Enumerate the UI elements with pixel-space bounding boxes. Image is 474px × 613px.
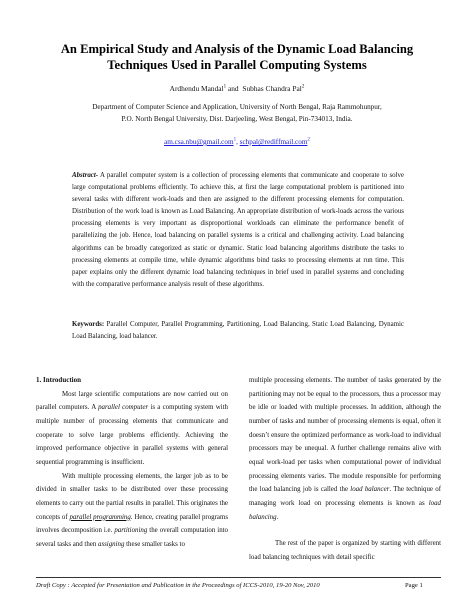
keywords: [72, 319, 404, 344]
emphasis-parallel-computer: parallel computer: [98, 404, 149, 412]
intro-paragraph-2: [36, 470, 228, 552]
email-link-2[interactable]: schpal@rediffmail.com: [239, 138, 308, 146]
intro-paragraph-1: [36, 388, 228, 470]
keywords-text: Parallel Computer, Parallel Programming, Partitioning, Load Balancing, Static Load Balancing, Dynamic Load Balancing, load balancer.: [72, 321, 404, 341]
emphasis-load-balancer: load balancer: [350, 486, 390, 494]
text-run: . The technique of managing work load on processing elements is known as: [249, 486, 441, 507]
page-number: Page 1: [405, 582, 423, 589]
right-column: [249, 374, 441, 565]
email-2-sup: 2: [307, 137, 310, 143]
section-heading-introduction: 1. Introduction: [36, 376, 81, 384]
text-run: . Hence, creating parallel programs involves decomposition i.e.: [36, 513, 228, 535]
emphasis-parallel-programming: parallel programming: [69, 513, 131, 521]
footer-note: Draft Copy : Accepted for Presentation and Publication in the Proceedings of ICCS-2010, 19-20 Nov, 2010: [36, 582, 320, 589]
paper-title: [20, 41, 454, 73]
affiliation-line-1: Department of Computer Science and Application, University of North Bengal, Raja Rammohunpur,: [92, 103, 382, 111]
text-run: the overall computation into several tasks and then: [36, 527, 228, 548]
author-1-sup: 1: [223, 84, 227, 90]
email-line: [20, 137, 454, 147]
author-and: and: [226, 84, 243, 93]
keywords-label: Keywords:: [72, 321, 105, 328]
intro-paragraph-3: [249, 374, 441, 524]
abstract: [72, 170, 404, 291]
intro-paragraph-4: The rest of the paper is organized by starting with different load balancing techniques with detail specific: [249, 540, 441, 561]
email-separator: ,: [236, 138, 240, 146]
text-run: With multiple processing elements, the larger job as to be divided in smaller tasks to be distributed over these processing elements to carry out the partial results in parallel. This originates the concepts of: [36, 472, 228, 521]
email-1-sup: 1: [233, 137, 237, 143]
left-column: [36, 374, 228, 552]
author-2-sup: 2: [301, 84, 305, 90]
email-link-1[interactable]: am.csa.nbu@gmail.com: [164, 138, 234, 146]
footer-divider: [36, 577, 441, 578]
author-line: [20, 84, 454, 94]
affiliation-line-2: P.O. North Bengal University, Dist. Darjeeling, West Bengal, Pin-734013, India.: [121, 115, 353, 124]
title-line-2: Techniques Used in Parallel Computing Systems: [107, 58, 367, 72]
abstract-label: Abstract-: [72, 172, 99, 179]
emphasis-assigning: assigning: [98, 540, 125, 548]
emphasis-partitioning: partitioning: [114, 527, 148, 535]
emphasis-load-balancing: load balancing: [249, 499, 441, 521]
title-line-1: An Empirical Study and Analysis of the Dynamic Load Balancing: [60, 42, 414, 56]
affiliation: [20, 101, 454, 126]
text-run: multiple processing elements. The number of tasks generated by the partitioning may not be equal to the processors, thus a processor may be idle or loaded with multiple processes. In addition, although the number of tasks and number of processing elements is equal, often it doesn’t ensure the optimized performance as work-load to individual processors may be unequal. A further challenge remains alive with equal work-load per tasks when computational power of individual processing elements varies. The module responsible for performing the load balancing job is called the: [249, 377, 441, 494]
author-1: Ardhendu Mandal: [169, 84, 224, 93]
text-run: these smaller tasks to: [124, 540, 185, 548]
text-run: is a computing system with multiple number of processing elements that communicate and cooperate to solve large problems efficiently. Achieving the improved performance objective in parallel systems with general sequential programming is insufficient.: [36, 404, 228, 466]
abstract-text: A parallel computer system is a collection of processing elements that communicate and cooperate to solve large computational problems efficiently. To achieve this, at first the large computational problem is partitioned into several tasks with different work-loads and then are assigned to the different processing elements for computation. Distribution of the work load is known as Load Balancing. An appropriate distribution of work-loads across the various processing elements is very important as disproportional workloads can eliminate the performance benefit of parallelizing the job. Hence, load balancing on parallel systems is a critical and challenging activity. Load balancing algorithms can be broadly categorized as static or dynamic. Static load balancing algorithms distribute the tasks to processing elements at compile time, while dynamic algorithms bind tasks to processing elements at run time. This paper explains only the different dynamic load balancing techniques in brief used in parallel systems and concluding with the comparative performance analysis result of these algorithms.: [72, 172, 404, 288]
author-2: Subhas Chandra Pal: [242, 84, 302, 93]
text-run: Most large scientific computations are now carried out on parallel computers. A: [36, 390, 228, 412]
text-run: .: [276, 513, 279, 521]
